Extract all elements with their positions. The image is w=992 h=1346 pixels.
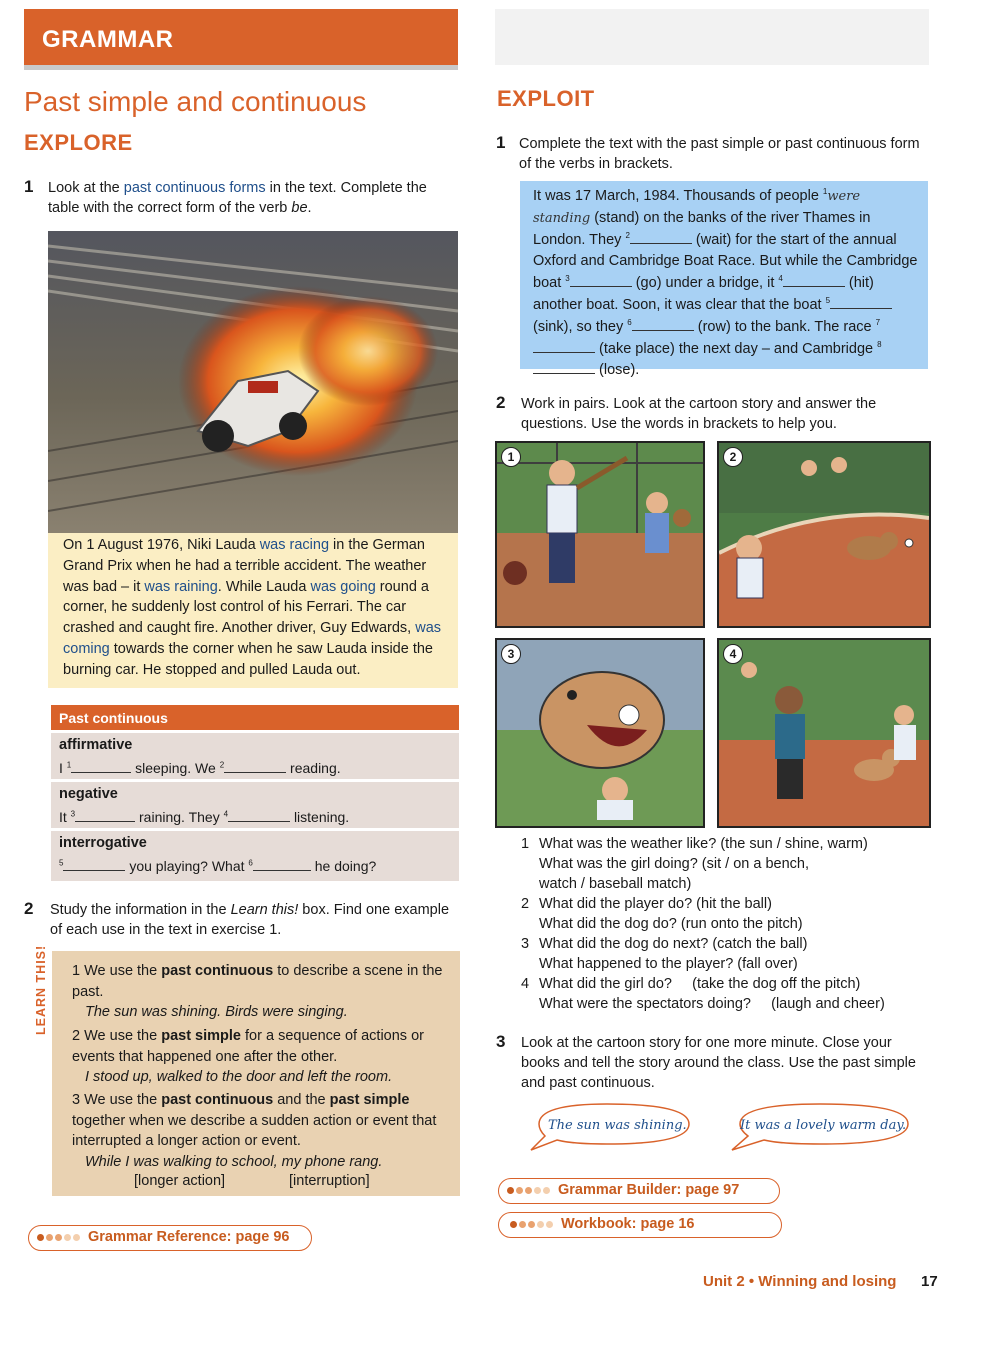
dog-running-scene [719,443,929,626]
exercise-number: 3 [496,1032,506,1051]
answer-blank[interactable] [71,760,131,773]
cell-text: listening. [293,809,350,825]
question-line: What happened to the player? (fall over) [539,956,798,972]
page-number: 17 [921,1273,938,1290]
pill-text: Grammar Builder: page 97 [558,1182,740,1198]
question-line: What did the dog do next? (catch the ball) [539,936,808,952]
question-line: What did the player do? (hit the ball) [539,896,772,912]
question-item [521,974,921,1014]
panel-number: 3 [501,644,521,664]
answer-blank[interactable] [632,318,694,331]
level-dots-icon [37,1229,82,1245]
item-number: 2 [72,1028,81,1044]
question-list [521,834,921,1014]
item-text: and the [273,1092,330,1108]
question-number: 3 [521,936,530,952]
item-number: 1 [72,963,81,979]
longer-action-label: [longer action] [134,1173,226,1189]
panel-number: 1 [501,447,521,467]
item-bold: past simple [329,1092,410,1108]
grammar-reference-label [37,1229,290,1245]
answer-blank[interactable] [75,809,135,822]
learn-this-label: LEARN THIS! [34,944,48,1035]
item-example: The sun was shining. Birds were singing. [85,1004,348,1020]
question-line: What was the weather like? (the sun / shine, warm) [539,836,868,852]
question-line: watch / baseball match) [539,876,692,892]
race-crash-photo [48,231,458,533]
panel-number: 2 [723,447,743,467]
page-title: Past simple and continuous [24,86,367,117]
exercise-1-instruction: Look at the past continuous forms in the text. Complete the table with the correct form of the verb be. [48,180,427,216]
gap-number: 2 [219,760,225,770]
item-number: 3 [72,1092,81,1108]
question-item [521,834,921,894]
level-dots-icon [507,1182,552,1198]
answer-blank[interactable] [228,809,290,822]
learn-item-1 [72,961,452,1023]
label-negative: negative [59,786,118,802]
answer-blank[interactable] [830,296,892,309]
reading-span: towards the corner when he saw Lauda inside the burning car. He stopped and pulled Lauda out. [63,640,433,678]
level-dots-icon [510,1216,555,1232]
banner-title: GRAMMAR [42,26,174,53]
question-item [521,894,921,934]
interruption-label: [interruption] [289,1173,370,1189]
item-bold: past continuous [161,963,274,979]
question-line: What was the girl doing? (sit / on a bench, [539,856,810,872]
workbook-label [510,1216,694,1232]
negative-line [59,809,349,825]
answer-blank[interactable] [63,858,125,871]
learn-item-3 [72,1090,452,1172]
exercise-number: 1 [496,133,506,152]
question-line: What did the girl do? (take the dog off the pitch) [539,976,861,992]
item-text: together when we describe a sudden action or event that interrupted a longer action or event. [72,1112,437,1149]
item-text: We use the [84,1028,162,1044]
pill-text: Grammar Reference: page 96 [88,1229,290,1245]
gap-fill-text: It was 17 March, 1984. Thousands of people $^1$were standing (stand) on the banks of the river Thames in London. They $^2$ (wait) for the start of the annual Oxford and Cambridge Boat Race. But while the Cambridge boat $^3$ (go) under a bridge, it $^4$ (hit) another boat. Soon, it was clear that the boat $^5$ (sink), so they $^6$ (row) to the bank. The race $^7$ (take place) the next day – and Cambridge $^8$ (lose). [533,187,918,379]
footer-bullet: • [748,1273,755,1290]
exploit-3-instruction: Look at the cartoon story for one more minute. Close your books and tell the story around the class. Use the past simple and past continuous. [521,1035,916,1091]
cell-text: reading. [290,760,341,776]
label-affirmative: affirmative [59,737,133,753]
reading-span: On 1 August 1976, Niki Lauda [63,537,260,553]
speech-bubble-2-text: It was a lovely warm day. [740,1118,907,1133]
answer-blank[interactable] [570,274,632,287]
unit-topic: Winning and losing [758,1273,897,1290]
answer-blank[interactable] [253,858,311,871]
reading-text [63,535,453,681]
answer-blank[interactable] [533,340,595,353]
item-text: to describe a scene in the past. [72,963,443,1000]
dog-catching-ball-scene [497,640,703,826]
gap-number: 4 [223,809,229,819]
cell-text: he doing? [314,858,377,874]
pill-text: Workbook: page 16 [561,1216,695,1232]
affirmative-line [59,760,341,776]
interrogative-line [59,858,376,874]
speech-bubble-1-text: The sun was shining. [548,1118,687,1133]
grammar-builder-label [507,1182,739,1198]
cartoon-panel-2 [717,441,931,628]
exercise-2-instruction: Study the information in the Learn this! box. Find one example of each use in the text in exercise 1. [50,902,450,938]
highlight-term: past continuous forms [123,180,266,196]
exploit-1-instruction: Complete the text with the past simple or past continuous form of the verbs in brackets. [519,136,920,172]
cell-text: raining. They [139,809,220,825]
footer-unit [703,1273,896,1290]
item-example: While I was walking to school, my phone rang. [85,1153,383,1170]
panel-number: 4 [723,644,743,664]
table-title: Past continuous [59,710,168,726]
item-bold: past simple [161,1028,241,1044]
question-line: What did the dog do? (run onto the pitch) [539,916,803,932]
exercise-number: 1 [24,177,34,196]
item-text: We use the [84,963,162,979]
question-number: 1 [521,836,530,852]
reading-highlight: was raining [144,578,218,595]
question-number: 4 [521,976,530,992]
banner-shadow [24,65,458,70]
item-example: I stood up, walked to the door and left the room. [85,1069,393,1085]
unit-label: Unit 2 [703,1273,745,1290]
reading-highlight: was going [310,578,376,595]
cell-text: I [59,760,63,776]
cell-text: you playing? What [129,858,245,874]
cell-text: sleeping. We [135,760,216,776]
gap-number: 5 [59,858,64,868]
question-number: 2 [521,896,530,912]
gap-number: 6 [248,858,253,868]
answer-blank[interactable] [224,760,286,773]
reading-highlight: was racing [259,537,330,553]
cartoon-panel-1 [495,441,705,628]
reading-span: . While Lauda [217,578,311,595]
exercise-number: 2 [24,899,34,918]
answer-blank[interactable] [783,274,845,287]
batter-scene [497,443,703,626]
handwritten-answer: were standing [533,189,861,226]
item-bold: past continuous [161,1092,274,1108]
gap-number: 1 [66,760,72,770]
exploit-heading: EXPLOIT [497,86,595,111]
cartoon-panel-4 [717,638,931,828]
cartoon-panel-3 [495,638,705,828]
crash-illustration [48,231,458,533]
label-interrogative: interrogative [59,835,147,851]
reading-span: round a corner, he suddenly lost control of his Ferrari. The car crashed and caught fire. Another driver, Guy Edwards, [63,578,429,637]
reading-span: in the German Grand Prix when he had a terrible accident. The weather was bad – it [63,537,427,595]
item-text: We use the [84,1092,162,1108]
answer-blank[interactable] [533,361,595,374]
question-line: What were the spectators doing? (laugh and cheer) [539,996,885,1012]
item-text: for a sequence of actions or events that happened one after the other. [72,1028,424,1065]
cell-text: It [59,809,67,825]
reading-highlight: was coming [63,620,442,657]
answer-blank[interactable] [630,231,692,244]
question-item [521,934,921,974]
exercise-number: 2 [496,393,506,412]
gap-number: 3 [70,809,76,819]
exploit-2-instruction: Work in pairs. Look at the cartoon story and answer the questions. Use the words in brackets to help you. [521,396,877,432]
learn-item-2 [72,1026,452,1088]
explore-heading: EXPLORE [24,130,133,155]
faded-next-page-banner [495,9,929,65]
girl-with-dog-scene [719,640,929,826]
